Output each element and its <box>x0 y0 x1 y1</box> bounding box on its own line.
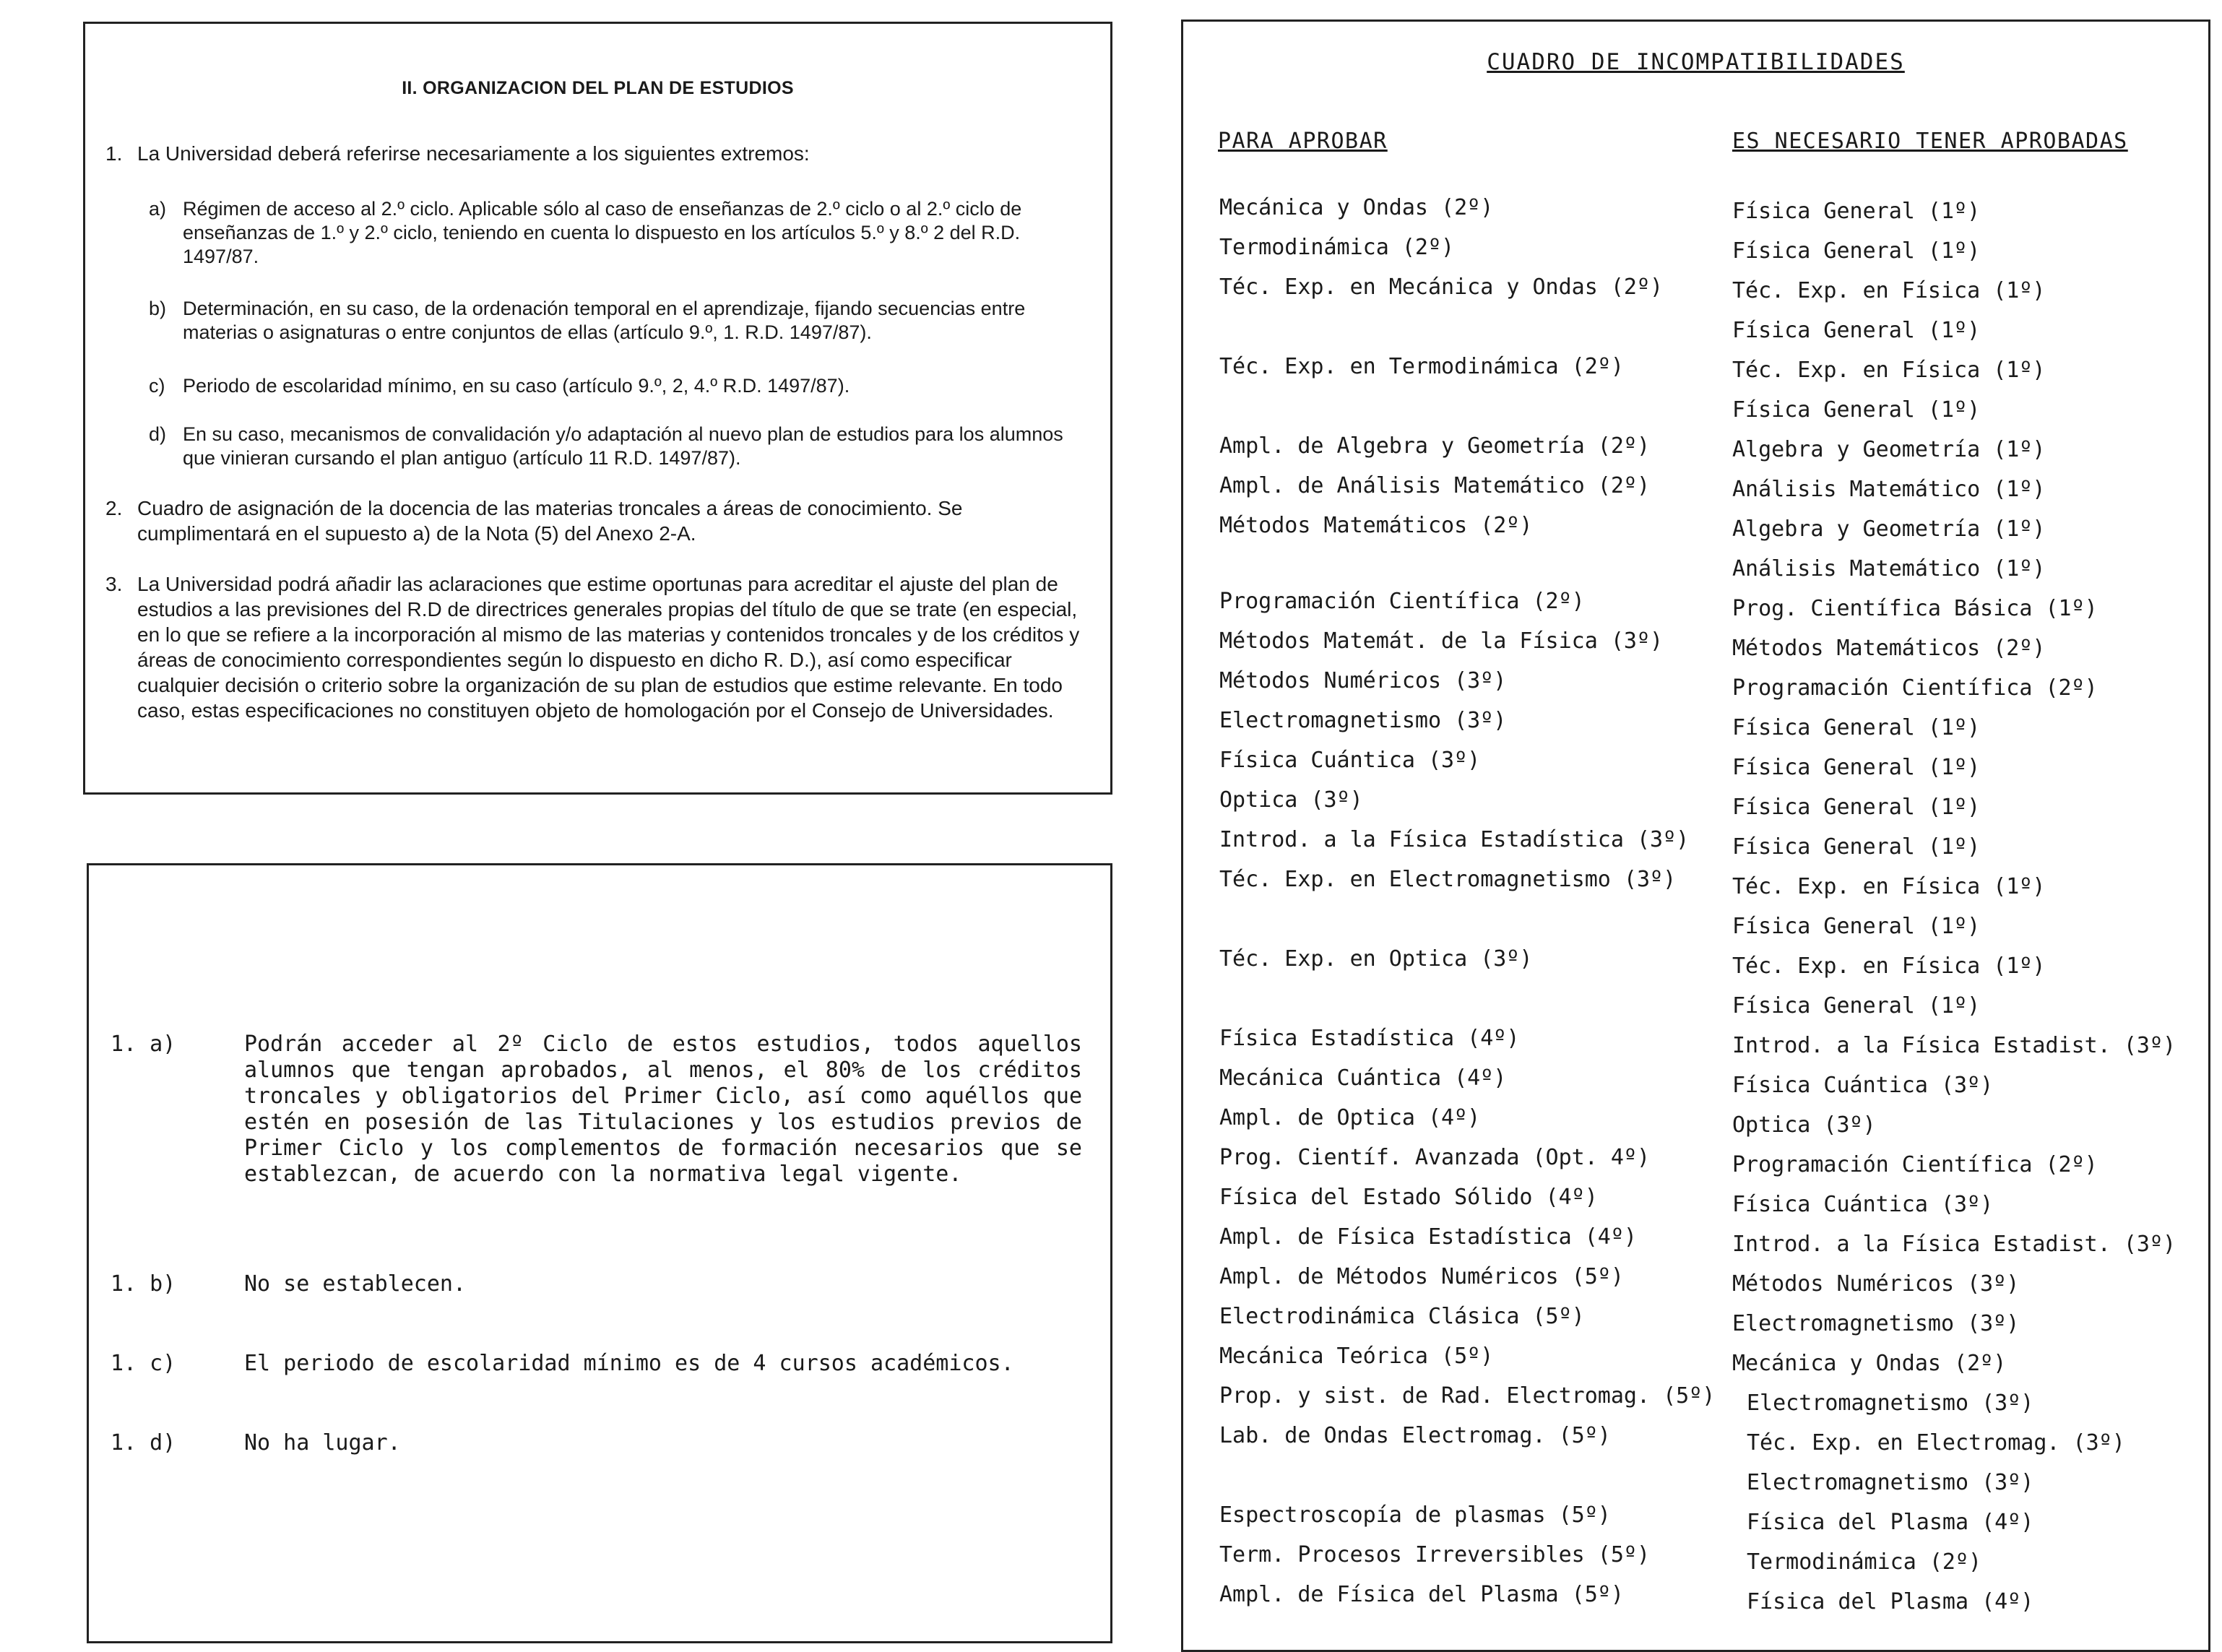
left-row: Ampl. de Física del Plasma (5º) <box>1219 1582 1624 1607</box>
answer-1c-text: El periodo de escolaridad mínimo es de 4 cursos académicos. <box>244 1351 1014 1376</box>
right-row: Introd. a la Física Estadist. (3º) <box>1732 1232 2176 1257</box>
right-row: Electromagnetismo (3º) <box>1732 1311 2020 1336</box>
answer-1a-text: Podrán acceder al 2º Ciclo de estos estudios, todos aquellos alumnos que tengan aprobados, al menos, el 80% de los créditos troncales y obligatorios del Primer Ciclo, así como aquéllos que estén en posesión de las Titulaciones y los estudios previos de Primer Ciclo y los complementos de formación necesarios que se establezcan, de acuerdo con la normativa legal vigente. <box>244 1032 1082 1187</box>
item-3-text: La Universidad podrá añadir las aclaraciones que estime oportunas para acreditar el ajuste del plan de estudios a las previsiones del R.D de directrices generales propias del título de que se trate (en especial, en lo que se refiere a la incorporación al mismo de las materias y contenidos troncales y de los créditos y áreas de conocimiento correspondientes según lo dispuesto en dicho R. D.), así como especificar cualquier decisión o criterio sobre la organización de su plan de estudios que estime relevante. En todo caso, estas especificaciones no constituyen objeto de homologación por el Consejo de Universidades. <box>137 573 1080 722</box>
right-row: Física General (1º) <box>1732 914 1981 939</box>
right-row: Mecánica y Ondas (2º) <box>1732 1351 2007 1376</box>
right-row: Física General (1º) <box>1732 397 1981 423</box>
right-row: Física General (1º) <box>1732 715 1981 740</box>
subitem-c-label: c) <box>149 375 165 397</box>
left-row: Programación Científica (2º) <box>1219 589 1585 614</box>
right-row: Física General (1º) <box>1732 993 1981 1019</box>
subitem-c-text: Periodo de escolaridad mínimo, en su caso (artículo 9.º, 2, 4.º R.D. 1497/87). <box>183 375 850 397</box>
right-row: Electromagnetismo (3º) <box>1747 1470 2034 1495</box>
left-row: Termodinámica (2º) <box>1219 235 1455 260</box>
right-row: Física del Plasma (4º) <box>1747 1589 2034 1614</box>
left-row: Mecánica Cuántica (4º) <box>1219 1065 1507 1091</box>
right-row: Análisis Matemático (1º) <box>1732 477 2046 502</box>
right-row: Optica (3º) <box>1732 1112 1876 1138</box>
right-row: Física General (1º) <box>1732 238 1981 264</box>
right-row: Termodinámica (2º) <box>1747 1549 1982 1575</box>
answer-1b-text: No se establecen. <box>244 1271 467 1297</box>
right-row: Física General (1º) <box>1732 199 1981 224</box>
right-row: Introd. a la Física Estadist. (3º) <box>1732 1033 2176 1058</box>
respuestas-panel <box>87 863 1112 1643</box>
answer-1a-label: 1. a) <box>111 1032 176 1057</box>
left-row: Mecánica Teórica (5º) <box>1219 1344 1494 1369</box>
organizacion-panel <box>83 22 1112 795</box>
right-row: Téc. Exp. en Electromag. (3º) <box>1747 1430 2125 1456</box>
incompatibilidades-title: CUADRO DE INCOMPATIBILIDADES <box>1487 49 1905 75</box>
right-row: Física General (1º) <box>1732 318 1981 343</box>
right-row: Electromagnetismo (3º) <box>1747 1391 2034 1416</box>
right-row: Física Cuántica (3º) <box>1732 1073 1994 1098</box>
left-row: Ampl. de Optica (4º) <box>1219 1105 1481 1130</box>
column-header-para-aprobar: PARA APROBAR <box>1218 129 1388 154</box>
right-row: Algebra y Geometría (1º) <box>1732 437 2046 462</box>
left-row: Ampl. de Física Estadística (4º) <box>1219 1224 1637 1250</box>
subitem-b-label: b) <box>149 298 167 319</box>
right-row: Téc. Exp. en Física (1º) <box>1732 358 2046 383</box>
left-row: Téc. Exp. en Mecánica y Ondas (2º) <box>1219 274 1664 300</box>
left-row: Física Estadística (4º) <box>1219 1026 1520 1051</box>
right-row: Téc. Exp. en Física (1º) <box>1732 278 2046 303</box>
subitem-b-text: Determinación, en su caso, de la ordenación temporal en el aprendizaje, fijando secuencias entre materias o asignaturas o entre conjuntos de ellas (artículo 9.º, 1. R.D. 1497/87). <box>183 298 1026 343</box>
item-2-number: 2. <box>105 497 123 519</box>
answer-1d-text: No ha lugar. <box>244 1430 401 1456</box>
incompatibilidades-panel <box>1181 20 2210 1652</box>
answer-1c-label: 1. c) <box>111 1351 176 1376</box>
subitem-d-label: d) <box>149 423 167 445</box>
right-row: Física General (1º) <box>1732 795 1981 820</box>
left-row: Téc. Exp. en Termodinámica (2º) <box>1219 354 1624 379</box>
right-row: Téc. Exp. en Física (1º) <box>1732 953 2046 979</box>
left-row: Term. Procesos Irreversibles (5º) <box>1219 1542 1651 1567</box>
right-row: Algebra y Geometría (1º) <box>1732 516 2046 542</box>
left-row: Métodos Matemáticos (2º) <box>1219 513 1533 538</box>
left-row: Electrodinámica Clásica (5º) <box>1219 1304 1585 1329</box>
right-row: Análisis Matemático (1º) <box>1732 556 2046 581</box>
left-row: Optica (3º) <box>1219 787 1363 813</box>
left-row: Lab. de Ondas Electromag. (5º) <box>1219 1423 1611 1448</box>
left-row: Prog. Científ. Avanzada (Opt. 4º) <box>1219 1145 1651 1170</box>
left-row: Ampl. de Análisis Matemático (2º) <box>1219 473 1651 498</box>
left-row: Prop. y sist. de Rad. Electromag. (5º) <box>1219 1383 1716 1409</box>
item-1-text: La Universidad deberá referirse necesariamente a los siguientes extremos: <box>137 142 810 165</box>
column-header-necesario: ES NECESARIO TENER APROBADAS <box>1732 129 2128 154</box>
left-row: Ampl. de Métodos Numéricos (5º) <box>1219 1264 1624 1289</box>
right-row: Física Cuántica (3º) <box>1732 1192 1994 1217</box>
subitem-a-label: a) <box>149 198 167 220</box>
subitem-d-text: En su caso, mecanismos de convalidación y/o adaptación al nuevo plan de estudios para los alumnos que vinieran cursando el plan antiguo (artículo 11 R.D. 1497/87). <box>183 423 1063 469</box>
item-3-number: 3. <box>105 573 123 595</box>
answer-1d-label: 1. d) <box>111 1430 176 1456</box>
left-row: Física Cuántica (3º) <box>1219 748 1481 773</box>
item-1-number: 1. <box>105 142 123 165</box>
left-row: Ampl. de Algebra y Geometría (2º) <box>1219 433 1651 459</box>
left-row: Mecánica y Ondas (2º) <box>1219 195 1494 220</box>
left-row: Métodos Numéricos (3º) <box>1219 668 1507 693</box>
item-2-text: Cuadro de asignación de la docencia de las materias troncales a áreas de conocimiento. Se cumplimentará en el supuesto a) de la Nota (5) del Anexo 2-A. <box>137 497 963 545</box>
right-row: Programación Científica (2º) <box>1732 1152 2098 1177</box>
right-row: Téc. Exp. en Física (1º) <box>1732 874 2046 899</box>
left-row: Téc. Exp. en Optica (3º) <box>1219 946 1533 972</box>
left-row: Espectroscopía de plasmas (5º) <box>1219 1502 1611 1528</box>
left-row: Téc. Exp. en Electromagnetismo (3º) <box>1219 867 1677 892</box>
right-row: Métodos Matemáticos (2º) <box>1732 636 2046 661</box>
right-row: Física General (1º) <box>1732 755 1981 780</box>
right-row: Métodos Numéricos (3º) <box>1732 1271 2020 1297</box>
right-row: Prog. Científica Básica (1º) <box>1732 596 2098 621</box>
left-row: Métodos Matemát. de la Física (3º) <box>1219 628 1664 654</box>
left-row: Física del Estado Sólido (4º) <box>1219 1185 1598 1210</box>
right-row: Física General (1º) <box>1732 834 1981 860</box>
answer-1b-label: 1. b) <box>111 1271 176 1297</box>
right-row: Física del Plasma (4º) <box>1747 1510 2034 1535</box>
right-row: Programación Científica (2º) <box>1732 675 2098 701</box>
left-row: Electromagnetismo (3º) <box>1219 708 1507 733</box>
section-title: II. ORGANIZACION DEL PLAN DE ESTUDIOS <box>402 78 794 98</box>
left-row: Introd. a la Física Estadística (3º) <box>1219 827 1690 852</box>
subitem-a-text: Régimen de acceso al 2.º ciclo. Aplicable sólo al caso de enseñanzas de 2.º ciclo o al 2.º ciclo de enseñanzas de 1.º y 2.º ciclo, teniendo en cuenta lo dispuesto en los artículos 5.º y 8.º 2 del R.D. 1497/87. <box>183 198 1022 267</box>
